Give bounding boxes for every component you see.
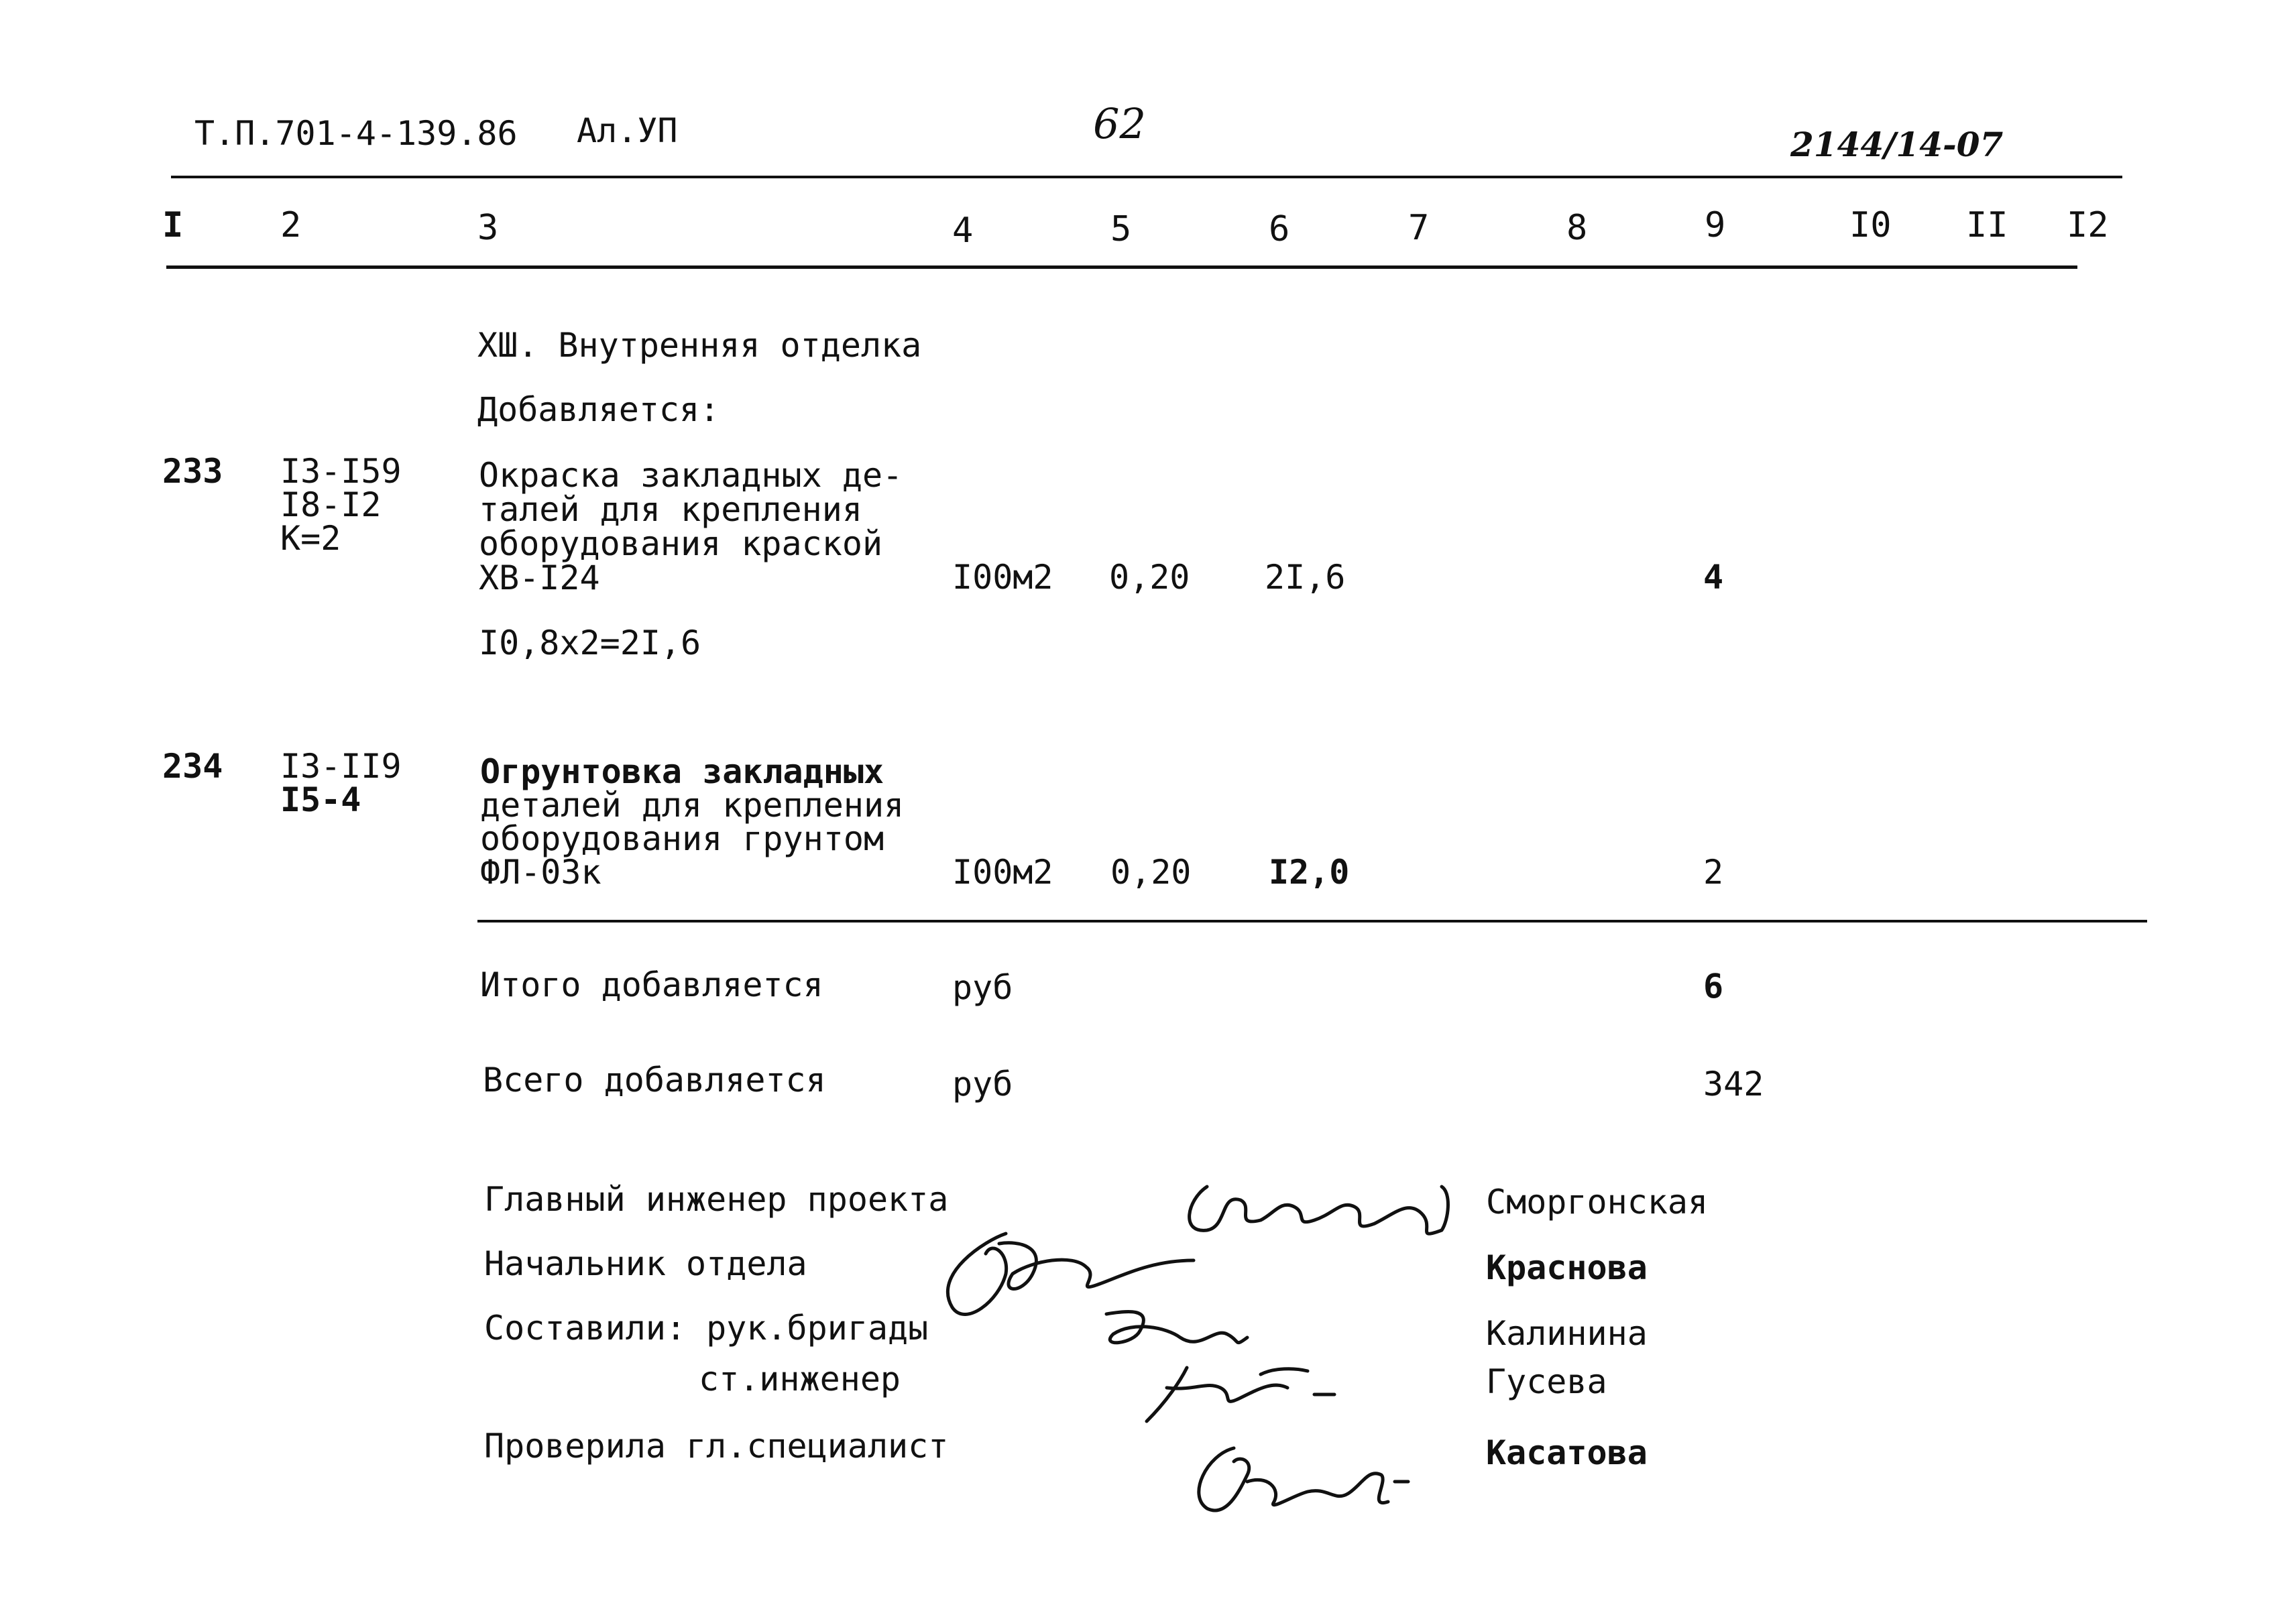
row-total: 2 <box>1703 853 1724 892</box>
row-number: 234 <box>162 747 223 786</box>
description-line: Огрунтовка закладных <box>480 752 884 791</box>
grand-total-label: Всего добавляется <box>483 1061 826 1099</box>
row-description <box>480 752 905 892</box>
chief-engineer-name: Сморгонская <box>1486 1183 1709 1222</box>
row-price: I2,0 <box>1269 853 1350 892</box>
total-value: 6 <box>1703 967 1724 1006</box>
checked-label: Проверила гл.специалист <box>484 1427 949 1466</box>
description-line: ХВ-I24 <box>479 558 600 597</box>
row-unit: I00м2 <box>952 558 1053 597</box>
signature-chief-engineer <box>1190 1187 1448 1234</box>
col-8: 8 <box>1566 208 1588 248</box>
checked-name: Касатова <box>1486 1433 1648 1472</box>
col-1: I <box>162 205 184 245</box>
col-6: 6 <box>1269 209 1290 249</box>
chief-engineer-label: Главный инженер проекта <box>484 1180 949 1219</box>
row-code: I8-I2 <box>280 485 382 524</box>
stamp-number: 2144/14-07 <box>1790 125 2004 164</box>
signature-compiled <box>1106 1311 1247 1342</box>
row-description <box>479 456 903 597</box>
header-top-rule <box>171 176 2122 178</box>
page-number: 62 <box>1093 99 1146 148</box>
grand-total-unit: руб <box>952 1065 1013 1104</box>
row-qty: 0,20 <box>1110 853 1192 892</box>
row-codes <box>280 452 402 558</box>
description-line: талей для крепления <box>479 490 862 529</box>
col-5: 5 <box>1110 209 1132 249</box>
row-price: 2I,6 <box>1265 558 1346 597</box>
head-label: Начальник отдела <box>484 1244 807 1283</box>
total-label: Итого добавляется <box>480 965 823 1004</box>
total-unit: руб <box>952 968 1013 1007</box>
section-title: ХШ. Внутренняя отделка <box>477 326 922 365</box>
totals-rule <box>477 920 2147 922</box>
engineer-name: Гусева <box>1486 1362 1607 1401</box>
row-qty: 0,20 <box>1109 558 1190 597</box>
doc-code: Т.П.701-4-139.86 <box>194 114 518 153</box>
col-11: II <box>1966 205 2008 245</box>
compiled-label: Составили: рук.бригады <box>484 1309 929 1348</box>
col-12: I2 <box>2067 205 2109 245</box>
description-line: оборудования краской <box>479 524 883 563</box>
row-total: 4 <box>1703 558 1724 597</box>
col-4: 4 <box>952 211 974 251</box>
head-name: Краснова <box>1486 1248 1648 1287</box>
row-unit: I00м2 <box>952 853 1053 892</box>
col-10: I0 <box>1849 205 1892 245</box>
col-3: 3 <box>477 208 499 248</box>
description-line: Окраска закладных де- <box>479 456 903 495</box>
header-bottom-rule <box>166 265 2077 269</box>
row-codes <box>280 747 402 819</box>
description-line: деталей для крепления <box>480 786 905 825</box>
section-subtitle: Добавляется: <box>477 390 720 429</box>
row-code: I3-I59 <box>280 452 402 491</box>
engineer-label: ст.инженер <box>699 1360 901 1398</box>
row-code: К=2 <box>280 519 341 558</box>
col-7: 7 <box>1408 208 1430 248</box>
signature-engineer <box>1147 1368 1334 1421</box>
description-line: оборудования грунтом <box>480 819 884 858</box>
signature-head <box>948 1234 1194 1314</box>
col-9: 9 <box>1705 205 1726 245</box>
grand-total-value: 342 <box>1703 1065 1764 1104</box>
col-2: 2 <box>280 205 302 245</box>
row-note: I0,8х2=2I,6 <box>479 623 701 662</box>
row-number: 233 <box>162 452 223 491</box>
description-line: ФЛ-03к <box>480 853 601 892</box>
row-code: I3-II9 <box>280 747 402 786</box>
album-label: Ал.УП <box>577 111 678 150</box>
compiled-name: Калинина <box>1486 1314 1648 1353</box>
signature-checked <box>1199 1448 1408 1510</box>
row-code: I5-4 <box>280 780 361 819</box>
